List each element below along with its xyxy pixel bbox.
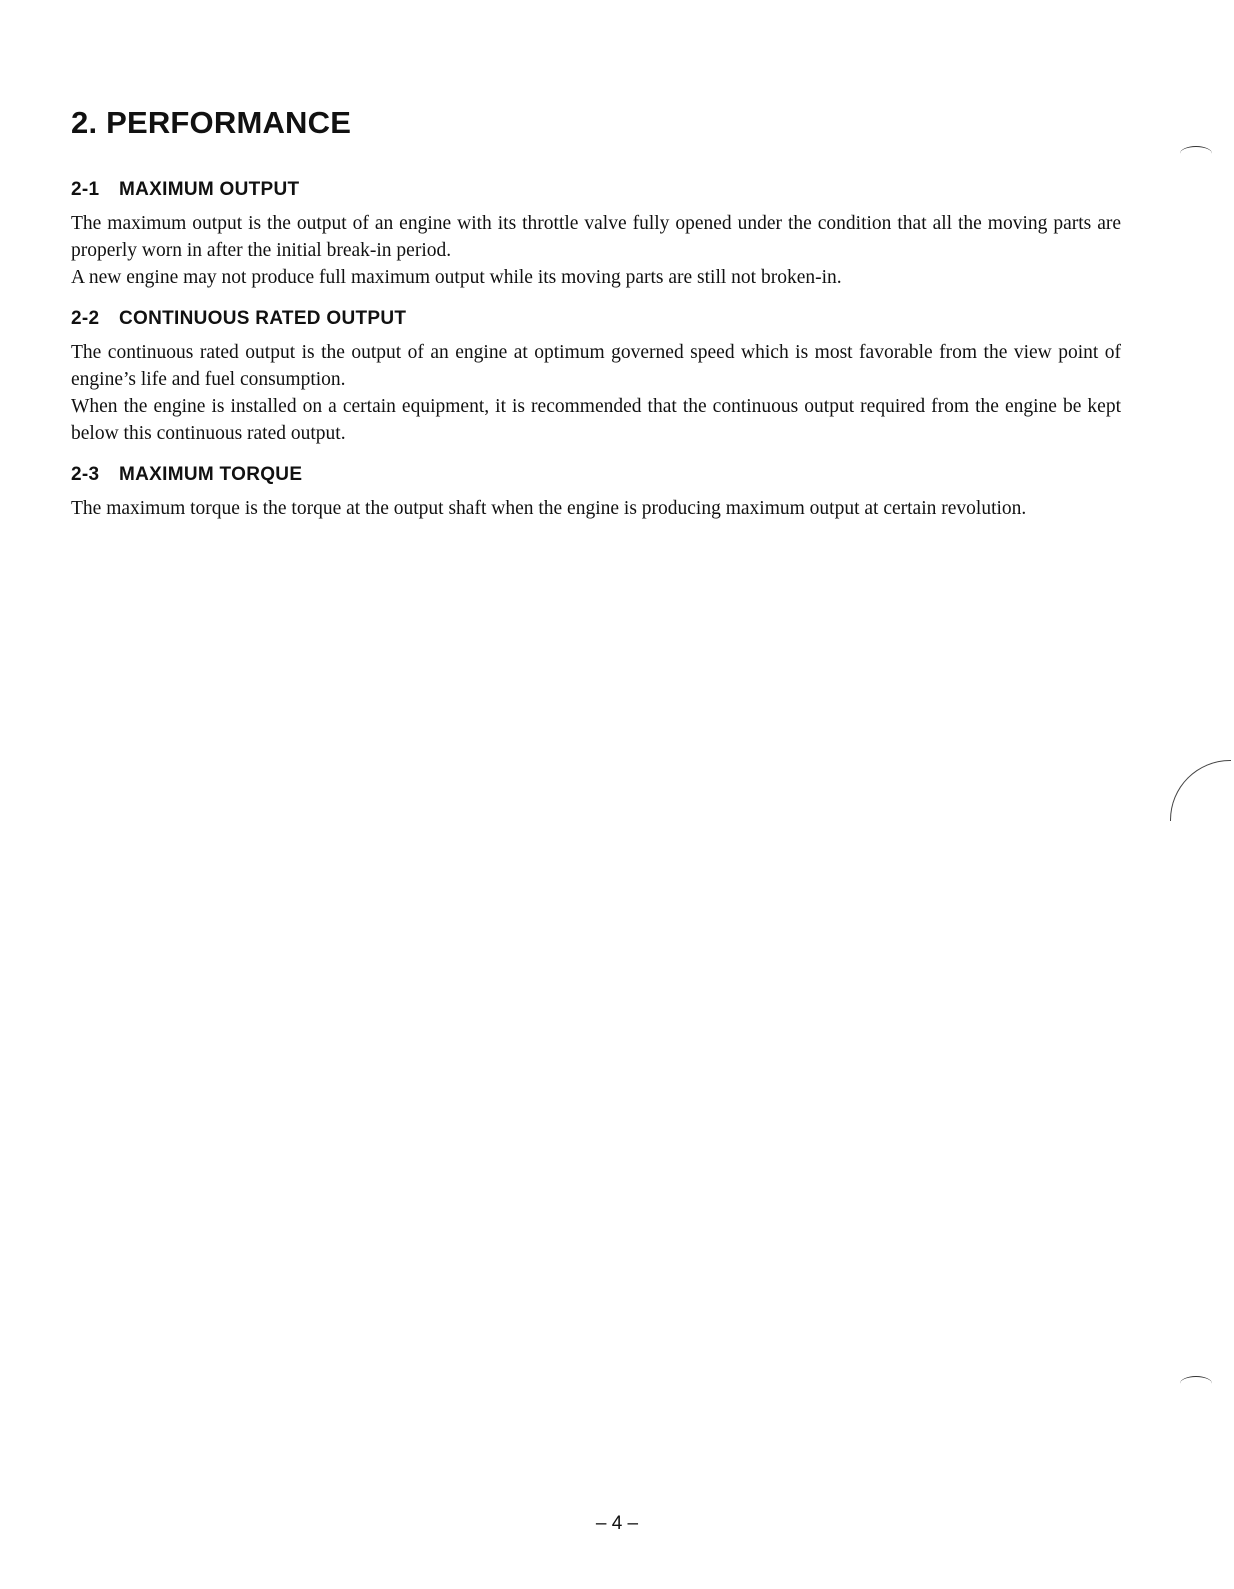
section-title: MAXIMUM TORQUE (119, 464, 303, 485)
section-number: 2-2 (71, 308, 100, 329)
paragraph: The maximum torque is the torque at the output shaft when the engine is producing maximum output at certain revolution. (71, 498, 1027, 519)
section-maximum-torque (71, 463, 1121, 522)
section-heading (71, 463, 1121, 487)
section-heading (71, 178, 1121, 202)
binding-mark (1180, 146, 1212, 161)
chapter-title: 2. PERFORMANCE (71, 105, 352, 140)
binding-mark (1180, 1376, 1212, 1391)
section-title: MAXIMUM OUTPUT (119, 179, 300, 200)
paragraph: When the engine is installed on a certain equipment, it is recommended that the continuous output required from the engine be kept below this continuous rated output. (71, 396, 1121, 444)
page-content (71, 104, 1121, 522)
section-title: CONTINUOUS RATED OUTPUT (119, 308, 407, 329)
section-continuous-rated-output (71, 307, 1121, 447)
binding-arc-mark (1170, 760, 1231, 821)
section-maximum-output (71, 178, 1121, 291)
paragraph: A new engine may not produce full maximum output while its moving parts are still not broken-in. (71, 267, 842, 288)
paragraph: The continuous rated output is the output of an engine at optimum governed speed which is most favorable from the view point of engine’s life and fuel consumption. (71, 342, 1121, 390)
page-number: – 4 – (595, 1513, 639, 1534)
section-number: 2-1 (71, 179, 100, 200)
section-heading (71, 307, 1121, 331)
paragraph: The maximum output is the output of an engine with its throttle valve fully opened under the condition that all the moving parts are properly worn in after the initial break-in period. (71, 213, 1121, 261)
section-number: 2-3 (71, 464, 100, 485)
